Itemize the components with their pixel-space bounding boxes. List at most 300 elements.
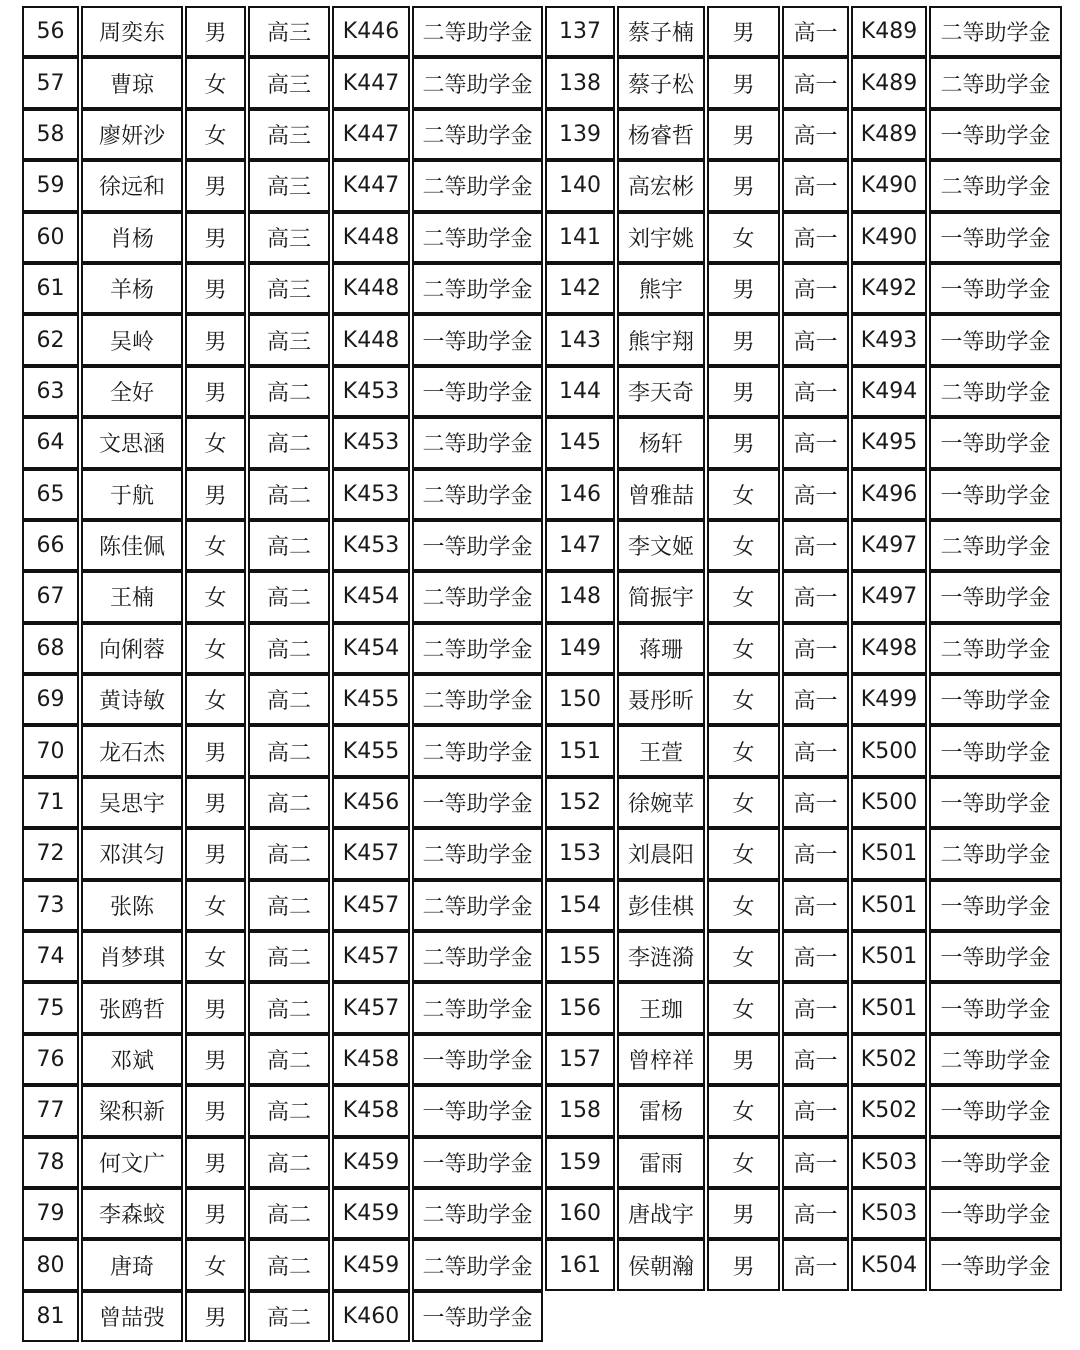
student-grade-cell: 高一 <box>782 160 849 211</box>
row-number-cell: 155 <box>545 931 615 982</box>
student-name-cell: 唐战宇 <box>617 1188 705 1239</box>
table-row <box>22 263 545 314</box>
award-type-cell: 一等助学金 <box>412 1137 543 1188</box>
student-name-cell: 聂彤昕 <box>617 674 705 725</box>
award-type-cell: 一等助学金 <box>412 1291 543 1342</box>
award-type-cell: 二等助学金 <box>412 725 543 776</box>
class-code-cell: K453 <box>332 520 410 571</box>
row-number-cell: 150 <box>545 674 615 725</box>
award-type-cell: 一等助学金 <box>929 417 1062 468</box>
award-type-cell: 二等助学金 <box>929 520 1062 571</box>
award-type-cell: 一等助学金 <box>929 1239 1062 1290</box>
row-number-cell: 143 <box>545 314 615 365</box>
student-name-cell: 刘晨阳 <box>617 828 705 879</box>
class-code-cell: K453 <box>332 366 410 417</box>
award-type-cell: 二等助学金 <box>929 6 1062 57</box>
student-name-cell: 何文广 <box>81 1137 183 1188</box>
row-number-cell: 76 <box>22 1034 79 1085</box>
student-grade-cell: 高二 <box>248 725 330 776</box>
table-row <box>545 263 1064 314</box>
student-name-cell: 向俐蓉 <box>81 623 183 674</box>
row-number-cell: 62 <box>22 314 79 365</box>
class-code-cell: K502 <box>851 1085 927 1136</box>
award-type-cell: 二等助学金 <box>929 366 1062 417</box>
class-code-cell: K454 <box>332 623 410 674</box>
class-code-cell: K497 <box>851 520 927 571</box>
class-code-cell: K490 <box>851 160 927 211</box>
student-grade-cell: 高一 <box>782 777 849 828</box>
row-number-cell: 148 <box>545 571 615 622</box>
student-name-cell: 雷杨 <box>617 1085 705 1136</box>
student-name-cell: 熊宇 <box>617 263 705 314</box>
award-type-cell: 一等助学金 <box>929 314 1062 365</box>
row-number-cell: 80 <box>22 1239 79 1290</box>
student-name-cell: 曹琼 <box>81 57 183 108</box>
student-grade-cell: 高一 <box>782 520 849 571</box>
row-number-cell: 144 <box>545 366 615 417</box>
student-gender-cell: 女 <box>185 520 246 571</box>
student-gender-cell: 男 <box>185 1291 246 1342</box>
class-code-cell: K455 <box>332 725 410 776</box>
row-number-cell: 152 <box>545 777 615 828</box>
award-type-cell: 二等助学金 <box>929 1034 1062 1085</box>
table-row <box>545 777 1064 828</box>
student-grade-cell: 高二 <box>248 931 330 982</box>
scholarship-table <box>22 6 1066 1344</box>
student-grade-cell: 高二 <box>248 880 330 931</box>
student-grade-cell: 高一 <box>782 417 849 468</box>
row-number-cell: 78 <box>22 1137 79 1188</box>
student-gender-cell: 女 <box>707 1137 780 1188</box>
class-code-cell: K494 <box>851 366 927 417</box>
class-code-cell: K447 <box>332 109 410 160</box>
student-gender-cell: 女 <box>185 674 246 725</box>
award-type-cell: 一等助学金 <box>929 109 1062 160</box>
row-number-cell: 145 <box>545 417 615 468</box>
student-gender-cell: 男 <box>707 109 780 160</box>
student-grade-cell: 高二 <box>248 469 330 520</box>
award-type-cell: 一等助学金 <box>412 366 543 417</box>
student-name-cell: 杨轩 <box>617 417 705 468</box>
table-row <box>22 417 545 468</box>
table-row <box>545 1137 1064 1188</box>
row-number-cell: 158 <box>545 1085 615 1136</box>
student-name-cell: 全好 <box>81 366 183 417</box>
student-grade-cell: 高一 <box>782 366 849 417</box>
student-grade-cell: 高二 <box>248 828 330 879</box>
award-type-cell: 二等助学金 <box>412 982 543 1033</box>
class-code-cell: K499 <box>851 674 927 725</box>
student-gender-cell: 男 <box>185 1188 246 1239</box>
table-row <box>545 1034 1064 1085</box>
student-name-cell: 羊杨 <box>81 263 183 314</box>
student-gender-cell: 女 <box>707 571 780 622</box>
student-grade-cell: 高一 <box>782 1188 849 1239</box>
class-code-cell: K489 <box>851 6 927 57</box>
row-number-cell: 149 <box>545 623 615 674</box>
student-name-cell: 雷雨 <box>617 1137 705 1188</box>
student-gender-cell: 女 <box>707 469 780 520</box>
row-number-cell: 58 <box>22 109 79 160</box>
student-gender-cell: 男 <box>707 160 780 211</box>
table-row <box>545 623 1064 674</box>
class-code-cell: K447 <box>332 57 410 108</box>
award-type-cell: 二等助学金 <box>412 571 543 622</box>
award-type-cell: 一等助学金 <box>929 777 1062 828</box>
award-type-cell: 一等助学金 <box>929 1188 1062 1239</box>
award-type-cell: 一等助学金 <box>929 571 1062 622</box>
table-row <box>545 314 1064 365</box>
student-name-cell: 徐婉苹 <box>617 777 705 828</box>
award-type-cell: 二等助学金 <box>412 417 543 468</box>
table-row <box>545 571 1064 622</box>
student-name-cell: 周奕东 <box>81 6 183 57</box>
student-name-cell: 徐远和 <box>81 160 183 211</box>
class-code-cell: K500 <box>851 777 927 828</box>
table-row <box>545 6 1064 57</box>
table-row <box>22 1034 545 1085</box>
class-code-cell: K459 <box>332 1239 410 1290</box>
table-row <box>545 469 1064 520</box>
student-name-cell: 曾喆弢 <box>81 1291 183 1342</box>
class-code-cell: K447 <box>332 160 410 211</box>
student-name-cell: 吴岭 <box>81 314 183 365</box>
student-gender-cell: 女 <box>185 417 246 468</box>
row-number-cell: 68 <box>22 623 79 674</box>
award-type-cell: 一等助学金 <box>929 1085 1062 1136</box>
table-row <box>545 1239 1064 1290</box>
student-name-cell: 曾雅喆 <box>617 469 705 520</box>
student-gender-cell: 女 <box>185 880 246 931</box>
student-gender-cell: 女 <box>707 828 780 879</box>
student-gender-cell: 女 <box>707 1085 780 1136</box>
row-number-cell: 72 <box>22 828 79 879</box>
row-number-cell: 147 <box>545 520 615 571</box>
class-code-cell: K458 <box>332 1085 410 1136</box>
table-row <box>22 160 545 211</box>
student-name-cell: 蒋珊 <box>617 623 705 674</box>
student-name-cell: 王楠 <box>81 571 183 622</box>
award-type-cell: 二等助学金 <box>929 57 1062 108</box>
student-gender-cell: 女 <box>707 982 780 1033</box>
student-gender-cell: 女 <box>707 931 780 982</box>
table-row <box>22 1188 545 1239</box>
student-gender-cell: 男 <box>185 1137 246 1188</box>
student-gender-cell: 男 <box>185 6 246 57</box>
student-gender-cell: 女 <box>707 880 780 931</box>
student-name-cell: 杨睿哲 <box>617 109 705 160</box>
award-type-cell: 一等助学金 <box>412 1085 543 1136</box>
student-gender-cell: 女 <box>185 571 246 622</box>
student-gender-cell: 女 <box>185 623 246 674</box>
table-row <box>545 982 1064 1033</box>
student-name-cell: 高宏彬 <box>617 160 705 211</box>
class-code-cell: K500 <box>851 725 927 776</box>
student-gender-cell: 女 <box>707 212 780 263</box>
student-name-cell: 蔡子松 <box>617 57 705 108</box>
table-row <box>22 57 545 108</box>
award-type-cell: 一等助学金 <box>412 314 543 365</box>
row-number-cell: 73 <box>22 880 79 931</box>
class-code-cell: K503 <box>851 1188 927 1239</box>
award-type-cell: 一等助学金 <box>929 982 1062 1033</box>
table-row <box>545 725 1064 776</box>
student-grade-cell: 高一 <box>782 1034 849 1085</box>
student-name-cell: 邓斌 <box>81 1034 183 1085</box>
class-code-cell: K501 <box>851 828 927 879</box>
student-grade-cell: 高一 <box>782 57 849 108</box>
award-type-cell: 一等助学金 <box>929 725 1062 776</box>
student-grade-cell: 高一 <box>782 674 849 725</box>
class-code-cell: K456 <box>332 777 410 828</box>
row-number-cell: 69 <box>22 674 79 725</box>
student-name-cell: 陈佳佩 <box>81 520 183 571</box>
student-grade-cell: 高一 <box>782 314 849 365</box>
table-row <box>545 417 1064 468</box>
student-gender-cell: 男 <box>185 263 246 314</box>
student-grade-cell: 高三 <box>248 263 330 314</box>
row-number-cell: 142 <box>545 263 615 314</box>
student-grade-cell: 高二 <box>248 1085 330 1136</box>
class-code-cell: K489 <box>851 57 927 108</box>
student-name-cell: 王珈 <box>617 982 705 1033</box>
student-gender-cell: 男 <box>185 160 246 211</box>
table-row <box>22 469 545 520</box>
table-row <box>545 57 1064 108</box>
table-row <box>545 366 1064 417</box>
row-number-cell: 59 <box>22 160 79 211</box>
class-code-cell: K489 <box>851 109 927 160</box>
student-gender-cell: 男 <box>185 469 246 520</box>
table-row <box>22 828 545 879</box>
student-grade-cell: 高二 <box>248 1239 330 1290</box>
row-number-cell: 61 <box>22 263 79 314</box>
table-row <box>22 212 545 263</box>
table-row <box>545 520 1064 571</box>
student-grade-cell: 高三 <box>248 109 330 160</box>
award-type-cell: 一等助学金 <box>929 880 1062 931</box>
student-gender-cell: 男 <box>185 777 246 828</box>
class-code-cell: K455 <box>332 674 410 725</box>
student-name-cell: 李森蛟 <box>81 1188 183 1239</box>
row-number-cell: 160 <box>545 1188 615 1239</box>
award-type-cell: 二等助学金 <box>412 674 543 725</box>
row-number-cell: 153 <box>545 828 615 879</box>
table-row <box>22 109 545 160</box>
student-grade-cell: 高二 <box>248 1291 330 1342</box>
row-number-cell: 74 <box>22 931 79 982</box>
student-gender-cell: 男 <box>707 57 780 108</box>
student-grade-cell: 高一 <box>782 982 849 1033</box>
student-grade-cell: 高一 <box>782 623 849 674</box>
student-grade-cell: 高三 <box>248 314 330 365</box>
row-number-cell: 67 <box>22 571 79 622</box>
student-grade-cell: 高一 <box>782 109 849 160</box>
award-type-cell: 一等助学金 <box>412 520 543 571</box>
class-code-cell: K496 <box>851 469 927 520</box>
award-type-cell: 二等助学金 <box>412 623 543 674</box>
row-number-cell: 65 <box>22 469 79 520</box>
table-row <box>22 931 545 982</box>
class-code-cell: K492 <box>851 263 927 314</box>
table-left-half <box>22 6 545 1342</box>
row-number-cell: 157 <box>545 1034 615 1085</box>
student-grade-cell: 高二 <box>248 520 330 571</box>
table-row <box>22 725 545 776</box>
award-type-cell: 二等助学金 <box>412 469 543 520</box>
student-name-cell: 廖妍沙 <box>81 109 183 160</box>
student-grade-cell: 高一 <box>782 263 849 314</box>
table-row <box>545 109 1064 160</box>
student-gender-cell: 男 <box>185 1085 246 1136</box>
student-gender-cell: 女 <box>185 109 246 160</box>
award-type-cell: 二等助学金 <box>412 57 543 108</box>
student-gender-cell: 男 <box>185 1034 246 1085</box>
class-code-cell: K459 <box>332 1188 410 1239</box>
table-row <box>545 160 1064 211</box>
table-row <box>545 674 1064 725</box>
table-row <box>22 366 545 417</box>
table-row <box>22 1085 545 1136</box>
student-grade-cell: 高三 <box>248 57 330 108</box>
class-code-cell: K502 <box>851 1034 927 1085</box>
row-number-cell: 56 <box>22 6 79 57</box>
class-code-cell: K458 <box>332 1034 410 1085</box>
student-gender-cell: 男 <box>707 1034 780 1085</box>
table-row <box>545 931 1064 982</box>
class-code-cell: K457 <box>332 828 410 879</box>
class-code-cell: K501 <box>851 931 927 982</box>
student-grade-cell: 高二 <box>248 366 330 417</box>
student-gender-cell: 女 <box>707 777 780 828</box>
student-name-cell: 侯朝瀚 <box>617 1239 705 1290</box>
row-number-cell: 66 <box>22 520 79 571</box>
row-number-cell: 137 <box>545 6 615 57</box>
award-type-cell: 一等助学金 <box>412 777 543 828</box>
table-row <box>22 623 545 674</box>
award-type-cell: 二等助学金 <box>412 263 543 314</box>
student-name-cell: 熊宇翔 <box>617 314 705 365</box>
student-name-cell: 唐琦 <box>81 1239 183 1290</box>
student-grade-cell: 高一 <box>782 1239 849 1290</box>
student-name-cell: 蔡子楠 <box>617 6 705 57</box>
row-number-cell: 75 <box>22 982 79 1033</box>
class-code-cell: K460 <box>332 1291 410 1342</box>
row-number-cell: 154 <box>545 880 615 931</box>
student-name-cell: 邓淇匀 <box>81 828 183 879</box>
award-type-cell: 二等助学金 <box>929 160 1062 211</box>
student-gender-cell: 女 <box>707 725 780 776</box>
student-grade-cell: 高一 <box>782 931 849 982</box>
student-grade-cell: 高二 <box>248 571 330 622</box>
student-grade-cell: 高二 <box>248 1137 330 1188</box>
student-gender-cell: 男 <box>185 212 246 263</box>
award-type-cell: 二等助学金 <box>412 880 543 931</box>
student-gender-cell: 女 <box>185 1239 246 1290</box>
student-name-cell: 肖杨 <box>81 212 183 263</box>
class-code-cell: K457 <box>332 880 410 931</box>
student-grade-cell: 高一 <box>782 571 849 622</box>
table-row <box>22 6 545 57</box>
award-type-cell: 二等助学金 <box>412 1188 543 1239</box>
class-code-cell: K448 <box>332 212 410 263</box>
award-type-cell: 一等助学金 <box>929 469 1062 520</box>
student-gender-cell: 男 <box>707 1188 780 1239</box>
row-number-cell: 79 <box>22 1188 79 1239</box>
class-code-cell: K504 <box>851 1239 927 1290</box>
award-type-cell: 二等助学金 <box>412 160 543 211</box>
class-code-cell: K497 <box>851 571 927 622</box>
student-grade-cell: 高二 <box>248 674 330 725</box>
table-row <box>545 212 1064 263</box>
student-gender-cell: 男 <box>707 417 780 468</box>
table-row <box>22 520 545 571</box>
class-code-cell: K457 <box>332 982 410 1033</box>
student-gender-cell: 男 <box>185 725 246 776</box>
student-name-cell: 李文姬 <box>617 520 705 571</box>
class-code-cell: K459 <box>332 1137 410 1188</box>
class-code-cell: K501 <box>851 982 927 1033</box>
table-row <box>22 880 545 931</box>
student-name-cell: 黄诗敏 <box>81 674 183 725</box>
class-code-cell: K501 <box>851 880 927 931</box>
student-gender-cell: 男 <box>185 982 246 1033</box>
student-gender-cell: 男 <box>707 366 780 417</box>
student-grade-cell: 高一 <box>782 1137 849 1188</box>
student-grade-cell: 高一 <box>782 880 849 931</box>
award-type-cell: 二等助学金 <box>412 6 543 57</box>
student-name-cell: 简振宇 <box>617 571 705 622</box>
student-gender-cell: 男 <box>707 1239 780 1290</box>
table-row <box>22 1291 545 1342</box>
student-name-cell: 于航 <box>81 469 183 520</box>
row-number-cell: 159 <box>545 1137 615 1188</box>
row-number-cell: 77 <box>22 1085 79 1136</box>
row-number-cell: 156 <box>545 982 615 1033</box>
student-grade-cell: 高二 <box>248 1034 330 1085</box>
award-type-cell: 一等助学金 <box>929 931 1062 982</box>
row-number-cell: 71 <box>22 777 79 828</box>
student-gender-cell: 男 <box>707 6 780 57</box>
class-code-cell: K457 <box>332 931 410 982</box>
student-name-cell: 李涟漪 <box>617 931 705 982</box>
class-code-cell: K495 <box>851 417 927 468</box>
student-grade-cell: 高一 <box>782 828 849 879</box>
student-grade-cell: 高三 <box>248 212 330 263</box>
student-name-cell: 张鸥哲 <box>81 982 183 1033</box>
award-type-cell: 二等助学金 <box>412 212 543 263</box>
student-grade-cell: 高二 <box>248 417 330 468</box>
award-type-cell: 一等助学金 <box>929 263 1062 314</box>
student-gender-cell: 女 <box>707 520 780 571</box>
row-number-cell: 139 <box>545 109 615 160</box>
class-code-cell: K448 <box>332 263 410 314</box>
student-gender-cell: 男 <box>185 314 246 365</box>
award-type-cell: 二等助学金 <box>929 623 1062 674</box>
row-number-cell: 81 <box>22 1291 79 1342</box>
table-row <box>22 1137 545 1188</box>
student-grade-cell: 高三 <box>248 160 330 211</box>
row-number-cell: 60 <box>22 212 79 263</box>
student-gender-cell: 男 <box>707 314 780 365</box>
student-name-cell: 李天奇 <box>617 366 705 417</box>
class-code-cell: K453 <box>332 417 410 468</box>
student-name-cell: 吴思宇 <box>81 777 183 828</box>
student-grade-cell: 高一 <box>782 212 849 263</box>
table-row <box>545 1188 1064 1239</box>
student-grade-cell: 高三 <box>248 6 330 57</box>
row-number-cell: 138 <box>545 57 615 108</box>
